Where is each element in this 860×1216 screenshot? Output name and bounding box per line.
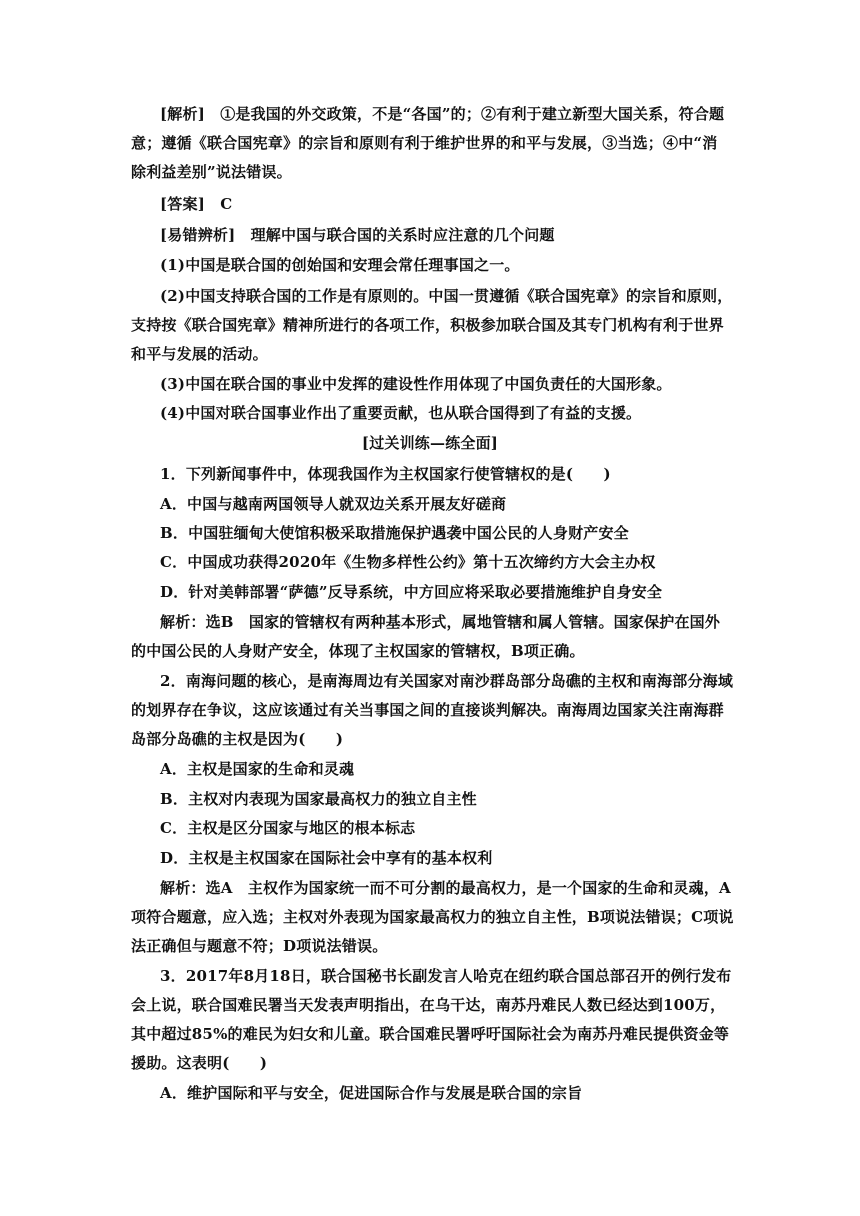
- option-line: A．中国与越南两国领导人就双边关系开展友好磋商: [160, 495, 507, 513]
- answer-line: [答案] C: [160, 195, 233, 213]
- option-line: C．中国成功获得2020年《生物多样性公约》第十五次缔约方大会主办权: [160, 553, 656, 571]
- option-line: A．维护国际和平与安全，促进国际合作与发展是联合国的宗旨: [160, 1084, 583, 1102]
- question-stem: 岛部分岛礁的主权是因为( ): [131, 730, 344, 748]
- analysis-line: 解析：选A 主权作为国家统一而不可分割的最高权力，是一个国家的生命和灵魂，A: [160, 879, 731, 897]
- question-stem: 2．南海问题的核心，是南海周边有关国家对南沙群岛部分岛礁的主权和南海部分海域: [160, 672, 734, 690]
- question-stem: 援助。这表明( ): [131, 1054, 268, 1072]
- analysis-line: 的中国公民的人身财产安全，体现了主权国家的管辖权，B项正确。: [131, 642, 585, 660]
- question-stem: 1．下列新闻事件中，体现我国作为主权国家行使管辖权的是( ): [160, 465, 611, 483]
- text-line: 除利益差别”说法错误。: [131, 163, 292, 181]
- analysis-line: 项符合题意，应入选；主权对外表现为国家最高权力的独立自主性，B项说法错误；C项说: [131, 908, 734, 926]
- option-line: B．中国驻缅甸大使馆积极采取措施保护遇袭中国公民的人身财产安全: [160, 524, 629, 542]
- question-stem: 3．2017年8月18日，联合国秘书长副发言人哈克在纽约联合国总部召开的例行发布: [160, 967, 732, 985]
- text-line: 支持按《联合国宪章》精神所进行的各项工作，积极参加联合国及其专门机构有利于世界: [131, 316, 724, 334]
- text-line: 意；遵循《联合国宪章》的宗旨和原则有利于维护世界的和平与发展，③当选；④中“消: [131, 134, 718, 152]
- option-line: D．针对美韩部署“萨德”反导系统，中方回应将采取必要措施维护自身安全: [160, 583, 663, 601]
- option-line: D．主权是主权国家在国际社会中享有的基本权利: [160, 849, 493, 867]
- text-line: (4)中国对联合国事业作出了重要贡献，也从联合国得到了有益的支援。: [160, 404, 642, 422]
- option-line: C．主权是区分国家与地区的根本标志: [160, 819, 416, 837]
- analysis-line: 解析：选B 国家的管辖权有两种基本形式，属地管辖和属人管辖。国家保护在国外: [160, 613, 721, 631]
- question-stem: 其中超过85%的难民为妇女和儿童。联合国难民署呼吁国际社会为南苏丹难民提供资金等: [131, 1025, 730, 1043]
- text-line: (3)中国在联合国的事业中发挥的建设性作用体现了中国负责任的大国形象。: [160, 375, 672, 393]
- text-line: (1)中国是联合国的创始国和安理会常任理事国之一。: [160, 256, 520, 274]
- analysis-line: 法正确但与题意不符；D项说法错误。: [131, 937, 388, 955]
- question-stem: 的划界存在争议，这应该通过有关当事国之间的直接谈判解决。南海周边国家关注南海群: [131, 701, 724, 719]
- text-line: (2)中国支持联合国的工作是有原则的。中国一贯遵循《联合国宪章》的宗旨和原则，: [160, 287, 733, 305]
- section-heading: [易错辨析] 理解中国与联合国的关系时应注意的几个问题: [160, 226, 555, 244]
- section-title: [过关训练—练全面]: [361, 434, 499, 452]
- question-stem: 会上说，联合国难民署当天发表声明指出，在乌干达，南苏丹难民人数已经达到100万，: [131, 996, 726, 1014]
- text-line: 和平与发展的活动。: [131, 345, 268, 363]
- option-line: B．主权对内表现为国家最高权力的独立自主性: [160, 790, 477, 808]
- option-line: A．主权是国家的生命和灵魂: [160, 760, 355, 778]
- text-line: [解析] ①是我国的外交政策，不是“各国”的；②有利于建立新型大国关系，符合题: [160, 105, 725, 123]
